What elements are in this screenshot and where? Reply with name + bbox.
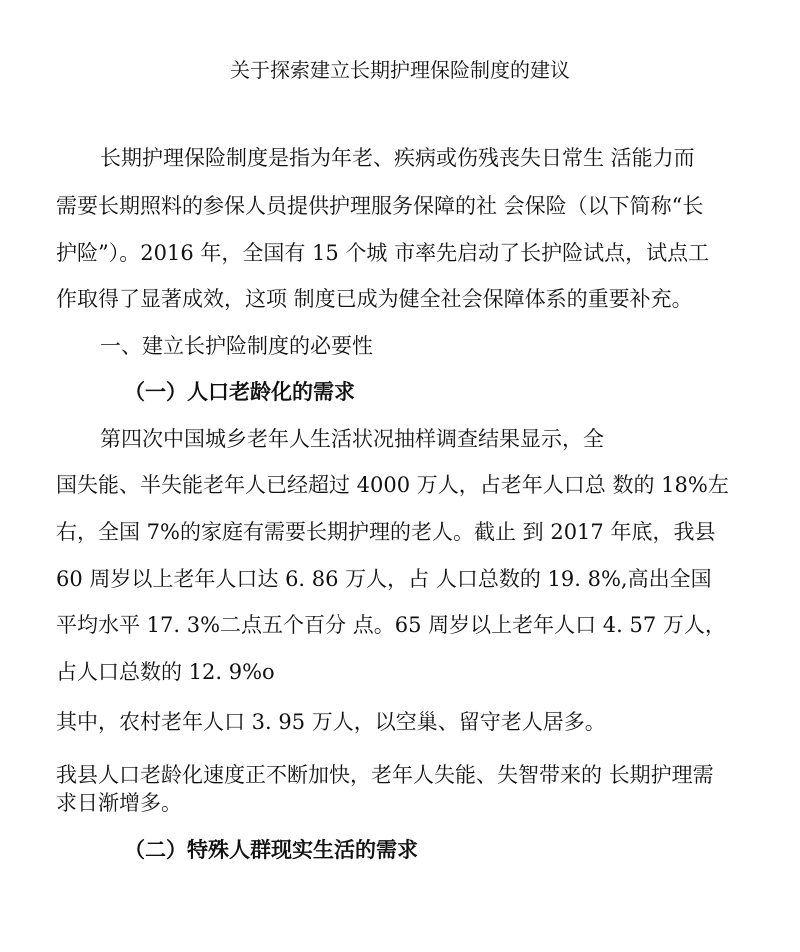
trend-line-2: 求日渐增多。	[56, 791, 182, 815]
intro-line-3: 护险”）。2016 年，全国有 15 个城 市率先启动了长护险试点，试点工	[56, 241, 710, 265]
body-line-3: 右，全国 7%的家庭有需要长期护理的老人。截止 到 2017 年底，我县	[56, 520, 716, 544]
body-line-4: 60 周岁以上老年人口达 6. 86 万人，占 人口总数的 19. 8%,高出全国	[56, 567, 712, 591]
document-title: 关于探索建立长期护理保险制度的建议	[230, 58, 570, 82]
subsection-heading-2: （二）特殊人群现实生活的需求	[124, 837, 418, 862]
intro-line-1: 长期护理保险制度是指为年老、疾病或伤残丧失日常生 活能力而	[100, 146, 695, 170]
intro-line-4: 作取得了显著成效，这项 制度已成为健全社会保障体系的重要补充。	[56, 287, 693, 311]
body-line-1: 第四次中国城乡老年人生活状况抽样调查结果显示，全	[100, 427, 604, 451]
body-line-6: 占人口总数的 12. 9%o	[56, 660, 275, 684]
subsection-heading-1: （一）人口老龄化的需求	[124, 379, 355, 404]
body-line-2: 国失能、半失能老年人已经超过 4000 万人，占老年人口总 数的 18%左	[56, 473, 729, 497]
trend-line-1: 我县人口老龄化速度正不断加快，老年人失能、失智带来的 长期护理需	[56, 763, 714, 787]
section-heading: 一、建立长护险制度的必要性	[100, 334, 373, 358]
body-line-5: 平均水平 17. 3%二点五个百分 点。65 周岁以上老年人口 4. 57 万人，	[56, 613, 726, 637]
intro-line-2: 需要长期照料的参保人员提供护理服务保障的社 会保险（以下简称“长	[56, 194, 704, 218]
rural-population-line: 其中，农村老年人口 3. 95 万人，以空巢、留守老人居多。	[56, 710, 606, 734]
